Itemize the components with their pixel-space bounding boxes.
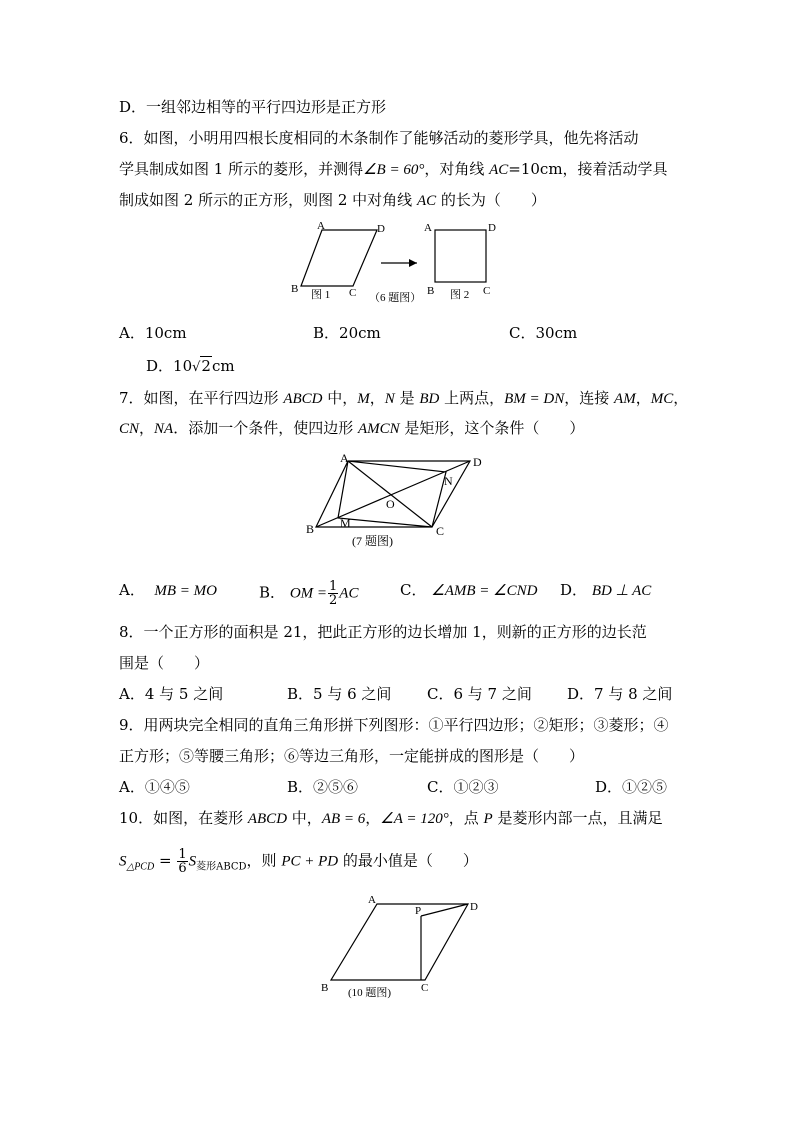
q6-fig1-label-c: C — [349, 287, 357, 299]
q7-option-a — [119, 580, 217, 601]
q10-stem-line2 — [119, 848, 478, 878]
q6-figure — [285, 218, 505, 318]
q10-expr: PC + PD — [281, 853, 339, 870]
q7-text: ．添加一个条件，使四边形 — [173, 419, 358, 437]
q6-square — [435, 230, 486, 282]
q7-var: AM — [614, 391, 636, 407]
q7-label-m: M — [340, 516, 351, 530]
q7-var: AMCN — [357, 421, 400, 437]
q10-text: 10．如图，在菱形 — [119, 809, 248, 827]
q7-option-c-label: C． — [400, 581, 427, 599]
q7-option-b-fraction — [328, 580, 338, 607]
q7-text: ，连接 — [564, 389, 615, 407]
q10-numerator: 1 — [178, 847, 187, 862]
q10-text: 中， — [287, 809, 322, 827]
q6-text: ，对角线 — [424, 160, 490, 178]
q10-label-b: B — [321, 982, 329, 994]
q6-option-d-radicand: 2 — [201, 357, 211, 375]
q10-text: 的最小值是（ ） — [338, 851, 478, 870]
q10-text: ，点 — [448, 809, 484, 827]
q9-option-b: B．②⑤⑥ — [287, 778, 359, 796]
q8-option-c: C．6 与 7 之间 — [427, 685, 532, 703]
q6-fig1-label-a: A — [317, 220, 325, 232]
q6-figure-caption: （6 题图） — [369, 292, 422, 304]
q6-fig2-label-c: C — [483, 285, 491, 297]
q7-label-c: C — [436, 524, 445, 538]
q10-condition: AB = 6 — [321, 811, 366, 827]
q6-option-d-coef: D．10 — [146, 357, 193, 375]
q6-arrow-head — [409, 259, 417, 267]
q10-label-d: D — [470, 901, 478, 913]
q6-diagonal-name: AC — [416, 193, 437, 209]
q10-condition: ∠A = 120° — [380, 811, 449, 827]
q7-text: ， — [369, 389, 385, 407]
q7-var: MC — [650, 391, 674, 407]
q10-area-symbol: S — [119, 853, 127, 870]
q6-text: 制成如图 2 所示的正方形，则图 2 中对角线 — [119, 191, 417, 209]
q7-stem-line2 — [119, 418, 584, 439]
q7-label-d: D — [473, 455, 482, 469]
q7-option-b — [259, 580, 358, 607]
q7-var: BD — [419, 391, 440, 407]
q6-rhombus — [301, 230, 377, 286]
q10-text: 是菱形内部一点，且满足 — [492, 809, 663, 827]
q8-stem-line2: 围是（ ） — [119, 654, 210, 672]
q8-stem-line1: 8．一个正方形的面积是 21，把此正方形的边长增加 1，则新的正方形的边长范 — [119, 623, 647, 641]
q10-equals: = — [154, 851, 177, 870]
q6-fig2-label-d: D — [488, 222, 496, 234]
q7-condition: BM = DN — [504, 391, 565, 407]
q7-var: N — [384, 391, 395, 407]
q8-option-d: D．7 与 8 之间 — [567, 685, 673, 703]
q10-text: ，则 — [246, 851, 282, 870]
q6-option-c: C．30cm — [509, 324, 578, 342]
q6-fig1-caption: 图 1 — [311, 289, 331, 301]
q10-area-symbol: S — [188, 853, 197, 870]
q7-option-b-right: AC — [339, 585, 359, 602]
q10-area-subscript: △PCD — [126, 861, 155, 873]
q7-label-a: A — [340, 451, 349, 465]
q7-label-b: B — [306, 522, 315, 536]
q7-label-n: N — [444, 474, 453, 488]
q10-figure-caption: (10 题图) — [348, 987, 392, 999]
q10-var: P — [483, 811, 493, 827]
q10-stem-line1 — [119, 808, 662, 829]
q8-option-b: B．5 与 6 之间 — [287, 685, 392, 703]
q7-text: ， — [673, 389, 689, 407]
q10-figure — [310, 890, 490, 1008]
q7-var: NA — [154, 421, 174, 437]
q6-option-d: D．10√2cm — [146, 357, 235, 375]
q9-option-a: A．①④⑤ — [119, 778, 190, 796]
q6-fig2-label-b: B — [427, 285, 435, 297]
q7-text: 中， — [322, 389, 358, 407]
q7-figure-caption: (7 题图) — [352, 534, 393, 548]
q7-option-d-expr: BD ⊥ AC — [591, 583, 652, 599]
q7-option-c-expr: ∠AMB = ∠CND — [431, 583, 538, 599]
q7-var: M — [357, 391, 370, 407]
q9-option-d: D．①②⑤ — [595, 778, 668, 796]
q9-option-c: C．①②③ — [427, 778, 499, 796]
q7-option-b-label: B． — [259, 583, 286, 602]
q6-fig2-label-a: A — [424, 222, 432, 234]
q7-option-d-label: D． — [560, 581, 588, 599]
q7-text: ， — [139, 419, 155, 437]
q7-var: ABCD — [283, 391, 323, 407]
q6-stem-line3 — [119, 190, 546, 211]
q7-label-o: O — [386, 497, 395, 511]
q6-option-d-unit: cm — [211, 357, 235, 375]
q10-segment-pd — [421, 904, 468, 916]
q9-stem-line2: 正方形；⑤等腰三角形；⑥等边三角形，一定能拼成的图形是（ ） — [119, 747, 585, 765]
q10-text: ， — [365, 809, 381, 827]
q6-option-b: B．20cm — [313, 324, 381, 342]
q7-var: CN — [119, 421, 140, 437]
q7-option-d — [560, 580, 651, 601]
q7-text: 是矩形，这个条件（ ） — [399, 419, 585, 437]
q6-stem-line2 — [119, 159, 668, 180]
q10-rhombus — [331, 904, 468, 980]
q6-stem-line1: 6．如图，小明用四根长度相同的木条制作了能够活动的菱形学具，他先将活动 — [119, 129, 639, 147]
q6-fig2-caption: 图 2 — [450, 289, 470, 301]
q6-fig1-label-d: D — [377, 223, 385, 235]
q6-option-a: A．10cm — [119, 324, 187, 342]
q7-text: 是 — [394, 389, 420, 407]
q6-text: 学具制成如图 1 所示的菱形，并测得 — [119, 160, 364, 178]
q6-text: 的长为（ ） — [436, 191, 546, 209]
q10-label-c: C — [421, 982, 429, 994]
q9-stem-line1: 9．用两块完全相同的直角三角形拼下列图形：①平行四边形；②矩形；③菱形；④ — [119, 716, 669, 734]
q7-diagonal-ac — [348, 461, 432, 527]
q7-option-b-denominator: 2 — [329, 593, 338, 608]
q10-var: ABCD — [247, 811, 288, 827]
q10-fraction — [177, 848, 187, 875]
q7-option-a-expr: MB = MO — [154, 583, 217, 599]
q7-figure — [300, 448, 500, 553]
q5-option-d: D．一组邻边相等的平行四边形是正方形 — [119, 98, 387, 116]
q6-diagonal-name: AC — [489, 162, 509, 178]
q7-option-b-numerator: 1 — [329, 579, 338, 594]
q7-text: 7．如图，在平行四边形 — [119, 389, 284, 407]
q7-text: ， — [635, 389, 651, 407]
q6-fig1-label-b: B — [291, 283, 299, 295]
q10-label-p: P — [415, 905, 422, 917]
q8-option-a: A．4 与 5 之间 — [119, 685, 224, 703]
q7-option-c — [400, 580, 537, 601]
q7-option-b-left: OM = — [289, 585, 328, 602]
q7-option-a-label: A． — [119, 581, 145, 599]
q10-denominator: 6 — [178, 861, 187, 876]
q10-label-a: A — [368, 894, 376, 906]
q10-area-subscript: 菱形ABCD — [196, 861, 247, 873]
q6-text: =10cm，接着活动学具 — [508, 160, 668, 178]
q7-text: 上两点， — [439, 389, 505, 407]
q7-stem-line1 — [119, 388, 688, 409]
q6-angle-expr: ∠B = 60° — [363, 162, 425, 178]
